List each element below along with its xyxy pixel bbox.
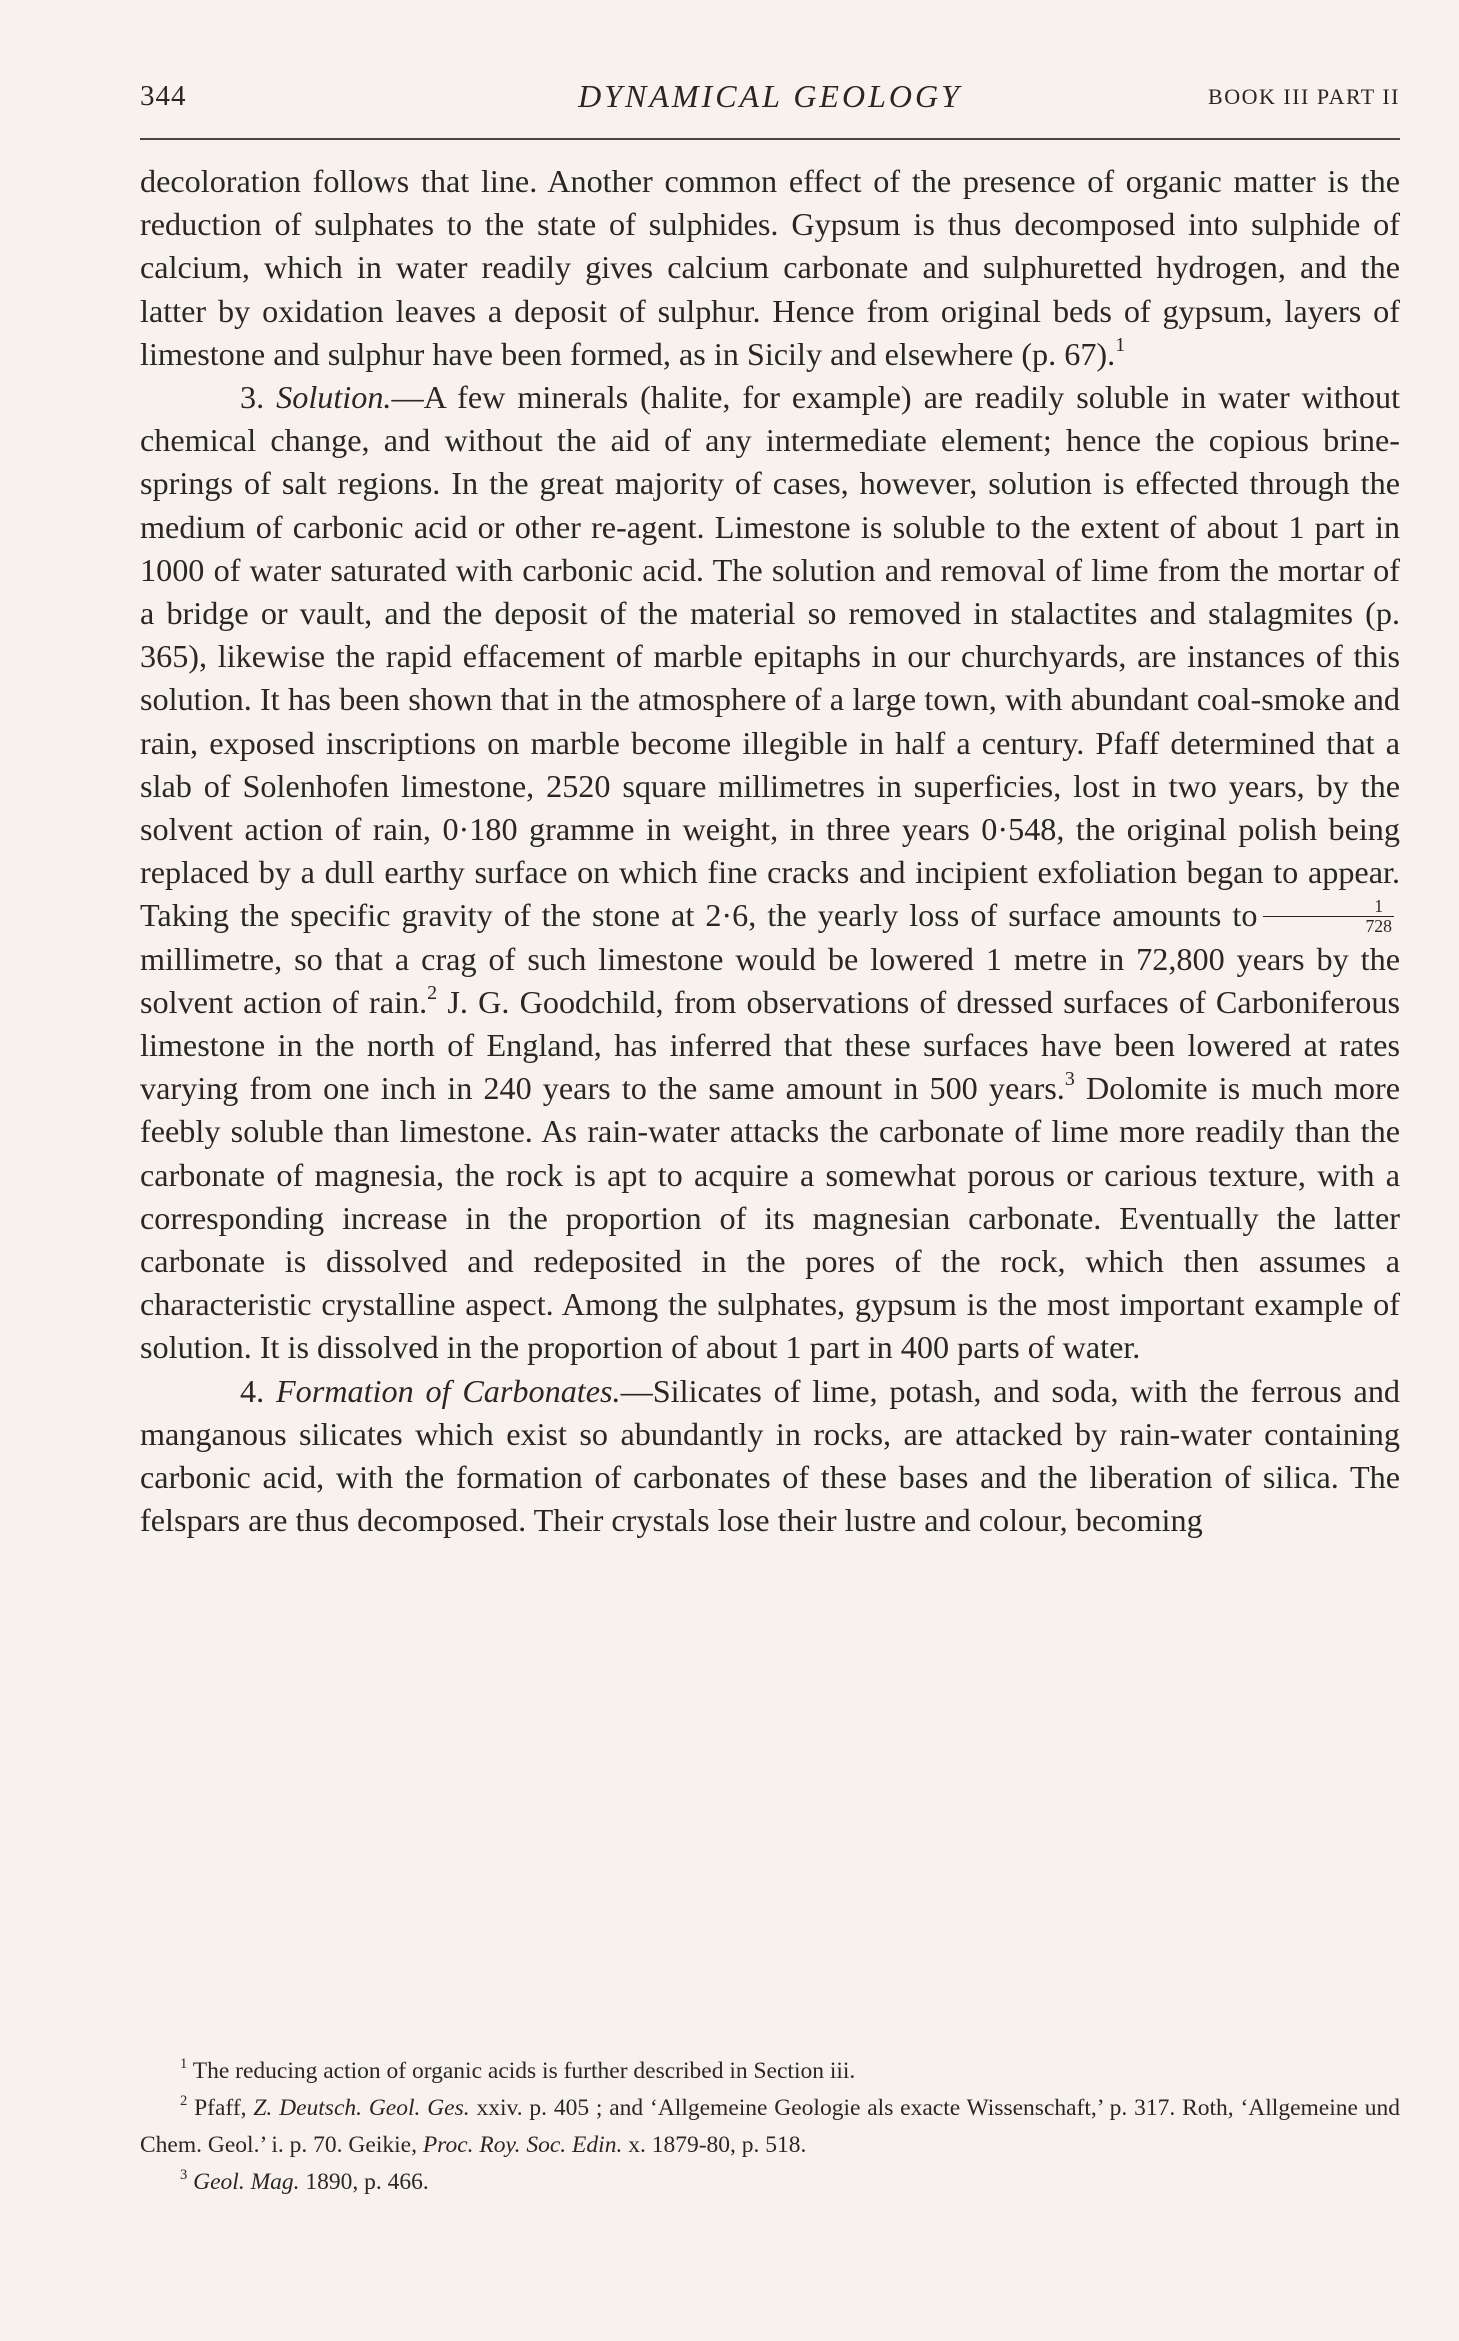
section-heading-solution: Solution.	[276, 379, 392, 416]
footnote-ref-2: 2	[427, 981, 438, 1004]
footnote-ref-1: 1	[1115, 333, 1126, 356]
footnote-1: $^1$ The reducing action of organic acids is further described in Section iii.	[180, 2055, 856, 2084]
footnote-ref-3: 3	[1064, 1068, 1075, 1091]
book-part-label: BOOK III PART II	[1208, 84, 1400, 109]
footnote-2: $^2$ Pfaff, Z. Deutsch. Geol. Ges. xxiv. p. 405 ; and ‘Allgemeine Geologie als exacte Wissenschaft,’ p. 317. Roth, ‘Allgemeine und Chem. Geol.’ i. p. 70. Geikie, Proc. Roy. Soc. Edin. x. 1879-80, p. 518.	[140, 2092, 1400, 2158]
body-text	[140, 160, 1400, 1543]
footnote-3: $^3$ Geol. Mag. 1890, p. 466.	[180, 2166, 429, 2195]
fraction-numerator: 1	[1263, 897, 1394, 917]
section-heading-carbonates: Formation of Carbonates.	[275, 1372, 621, 1409]
page-number: 344	[140, 80, 187, 112]
paragraph-carbonates: 4. Formation of Carbonates.—Silicates of lime, potash, and soda, with the ferrous and manganous silicates which exist so abundantly in rocks, are attacked by rain-water containing carbonic acid, with the formation of carbonates of these bases and the liberation of silica. The felspars are thus decomposed. Their crystals lose their lustre and colour, becoming	[140, 1372, 1401, 1539]
fraction	[1263, 897, 1394, 935]
footnotes	[140, 2053, 1400, 2201]
section-number: 3.	[240, 379, 277, 416]
section-number: 4.	[240, 1372, 276, 1409]
running-title: DYNAMICAL GEOLOGY	[578, 78, 962, 114]
paragraph-solution: 3. Solution.—A few minerals (halite, for example) are readily soluble in water without chemical change, and without the aid of any intermediate element; hence the copious brine-springs of salt regions. In the great majority of cases, however, solution is effected through the medium of carbonic acid or other re-agent. Limestone is soluble to the extent of about 1 part in 1000 of water saturated with carbonic acid. The solution and removal of lime from the mortar of a bridge or vault, and the deposit of the material so removed in stalactites and stalagmites (p. 365), likewise the rapid effacement of marble epitaphs in our churchyards, are instances of this solution. It has been shown that in the atmosphere of a large town, with abundant coal-smoke and rain, exposed inscriptions on marble become illegible in half a century. Pfaff determined that a slab of Solenhofen limestone, 2520 square millimetres in superficies, lost in two years, by the solvent action of rain, 0·180 gramme in weight, in three years 0·548, the original polish being replaced by a dull earthy surface on which fine cracks and incipient exfoliation began to appear. Taking the specific gravity of the stone at 2·6, the yearly loss of surface amounts to $\frac{1}{728}$ millimetre, so that a crag of such limestone would be lowered 1 metre in 72,800 years by the solvent action of rain.$^2$ J. G. Goodchild, from observations of dressed surfaces of Carboniferous limestone in the north of England, has inferred that these surfaces have been lowered at rates varying from one inch in 240 years to the same amount in 500 years.$^3$ Dolomite is much more feebly soluble than limestone. As rain-water attacks the carbonate of lime more readily than the carbonate of magnesia, the rock is apt to acquire a somewhat porous or carious texture, with a corresponding increase in the proportion of its magnesian carbonate. Eventually the latter carbonate is dissolved and redeposited in the pores of the rock, which then assumes a characteristic crystalline aspect. Among the sulphates, gypsum is the most important example of solution. It is dissolved in the proportion of about 1 part in 400 parts of water.	[140, 379, 1401, 1366]
page-header	[140, 78, 1400, 118]
fraction-denominator: 728	[1365, 915, 1392, 936]
header-rule	[140, 138, 1400, 140]
paragraph-decoloration: decoloration follows that line. Another common effect of the presence of organic matter is the reduction of sulphates to the state of sulphides. Gypsum is thus decomposed into sulphide of calcium, which in water readily gives calcium carbonate and sulphuretted hydrogen, and the latter by oxidation leaves a deposit of sulphur. Hence from original beds of gypsum, layers of limestone and sulphur have been formed, as in Sicily and elsewhere (p. 67).$^1$	[140, 163, 1400, 372]
